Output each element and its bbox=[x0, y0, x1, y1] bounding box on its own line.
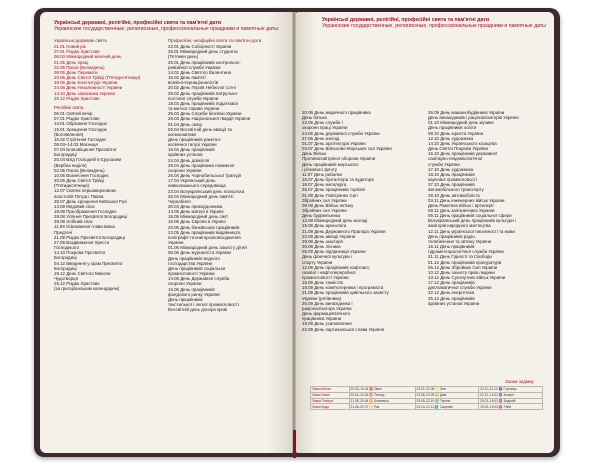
holiday-entry: 21.09 День працівників цивільного захисту bbox=[302, 290, 389, 296]
holiday-entry: працівника України bbox=[302, 316, 342, 322]
holiday-entry: 02.05 Пасха (Великдень) bbox=[54, 64, 105, 70]
holiday-entry: 24.08 День Незалежності України bbox=[54, 85, 123, 91]
holiday-entry: 17.04 Український день bbox=[168, 178, 216, 184]
holiday-entry: 20.05 День банківських працівників bbox=[168, 224, 240, 230]
holiday-entry: 16.11 День працівників bbox=[428, 244, 475, 250]
holiday-entry: архівних установ України bbox=[428, 300, 480, 306]
holiday-entry: 01.12 День працівників прокуратури bbox=[428, 259, 502, 265]
holiday-entry: 14.10 День Українського козацтва bbox=[428, 140, 497, 146]
holiday-entry: Збройних сил України bbox=[302, 197, 347, 203]
right-header-subtitle: Украинские государственные, религиозные, профессиональные праздники и памятные даты bbox=[322, 23, 546, 30]
holiday-entry: 10.12 День захисту прав людини bbox=[428, 269, 495, 275]
holiday-entry: 15.06 День працівників bbox=[168, 286, 215, 292]
religious-holidays-title: Релігійні свята bbox=[54, 104, 84, 110]
holiday-entry: (Вербна неділя) bbox=[54, 162, 87, 168]
holiday-entry: текстильної і легкої промисловості bbox=[168, 301, 239, 307]
holiday-entry: 25.12 Різдво Христове bbox=[54, 95, 100, 101]
holiday-entry: 24.06 День державної служби України bbox=[302, 130, 380, 136]
bookmark-ribbon bbox=[293, 430, 296, 458]
right-column-1 bbox=[302, 110, 428, 332]
zodiac-cell: Знаки Вогню bbox=[311, 387, 350, 393]
holiday-entry: космічної галузі України bbox=[168, 142, 217, 148]
holiday-entry: 23.05 День працівників видавництв, bbox=[168, 229, 242, 235]
holiday-entry: День батька bbox=[302, 115, 327, 121]
holiday-entry: 22.12 День енергетика bbox=[428, 290, 475, 296]
holiday-entry: воїнів-інтернаціоналістів bbox=[168, 80, 219, 86]
zodiac-cell: 22.12–19.01 ♑ Козеріг bbox=[479, 392, 543, 398]
holiday-entry: 03.11 День інженерних військ України bbox=[428, 197, 505, 203]
holiday-entry: навколишнього середовища bbox=[168, 183, 226, 189]
holiday-entry: 16.04 День працівників bbox=[168, 147, 215, 153]
holiday-entry: промисловості України bbox=[302, 275, 349, 280]
zodiac-cell: 20.04–20.05 ♉ Телець bbox=[349, 392, 415, 398]
religious-holidays-list bbox=[54, 111, 162, 291]
holiday-entry: День Ракетних військ і артилерії bbox=[428, 202, 494, 208]
holiday-entry: 07.04 Благовіщення Пресвятої bbox=[54, 147, 117, 153]
holiday-entry: 19.08 Преображення Господнє bbox=[54, 209, 117, 214]
holiday-entry: Богородиці bbox=[54, 255, 77, 261]
holiday-entry: 27.06 День молоді bbox=[302, 135, 340, 141]
holiday-entry: 08.11 День залізничника України bbox=[428, 207, 495, 213]
holiday-entry: День Святої Покрови України bbox=[428, 146, 488, 152]
holiday-entry: 08.10 День юриста України bbox=[428, 130, 484, 136]
left-column-state-religious bbox=[54, 36, 162, 292]
holiday-entry: 26.04 Міжнародний день пам'яті bbox=[168, 193, 234, 199]
holiday-entry: 22.08 День авіації України bbox=[302, 233, 356, 239]
holiday-entry: 06.06 День журналіста України bbox=[168, 250, 231, 256]
zodiac-cell: 22.11–21.12 ♐ Стрілець bbox=[479, 387, 543, 393]
holiday-entry: 19.09 День усиновлення bbox=[302, 321, 352, 327]
holiday-entry: охорони праці України bbox=[302, 125, 348, 131]
holiday-entry: 19.01 Хрещення Господнє bbox=[54, 126, 108, 132]
holiday-entry: 06.12 День Збройних Сил України bbox=[428, 264, 498, 270]
holiday-entry: 25.12 День працівників bbox=[428, 295, 475, 301]
holiday-entry: охорони України bbox=[168, 167, 202, 173]
holiday-entry: 23.04 Всеукраїнський день психолога bbox=[168, 188, 245, 194]
holiday-entry: 06.01 Святий вечір bbox=[54, 111, 93, 117]
holiday-entry: охорони України bbox=[168, 281, 202, 287]
left-header-title: Українські державні, релігійні, професійні свята та пам'ятні дати bbox=[54, 20, 222, 26]
holiday-entry: Господнього bbox=[54, 245, 80, 251]
holiday-entry: День будівельника bbox=[302, 213, 341, 219]
left-column-professional bbox=[168, 36, 286, 312]
holiday-entry: Всеукраїнський день працівників культури і bbox=[428, 218, 516, 224]
holiday-entry: 07.01 Різдво Христове bbox=[54, 116, 100, 122]
holiday-entry: 01.08 День Повітряних Сил bbox=[302, 192, 358, 198]
holiday-entry: 20.06 День медичного працівника bbox=[302, 110, 371, 115]
holiday-entry: 09.11 День працівників соціальної сфери bbox=[428, 213, 512, 219]
holiday-entry: Противоповітряної оборони України bbox=[302, 156, 376, 162]
holiday-entry: (Богоявлення) bbox=[54, 131, 84, 137]
holiday-entry: 01.06 Міжнародний день захисту дітей bbox=[168, 245, 247, 251]
holiday-entry: 14.08 Медовий спас bbox=[54, 203, 95, 209]
zodiac-title: Знаки зодіаку bbox=[505, 379, 534, 384]
state-holidays-list bbox=[54, 44, 162, 101]
holiday-entry: 01.04 День сміху bbox=[168, 121, 203, 127]
holiday-entry: служби України bbox=[428, 161, 460, 167]
holiday-entry: 19.09 День комп'ютерника і програміста bbox=[302, 285, 384, 291]
holiday-entry: 16.10 День працівників державної bbox=[428, 151, 498, 157]
holiday-entry: 29.08 Хлібний спас bbox=[54, 219, 93, 225]
professional-holidays-list bbox=[168, 44, 286, 312]
holiday-entry: Богородиці bbox=[54, 152, 77, 158]
holiday-entry: санітарно-епідеміологічної bbox=[428, 156, 483, 162]
holiday-entry: 25.12 Різдво Христове bbox=[54, 281, 100, 287]
holiday-entry: автомобільного транспорту bbox=[428, 187, 484, 193]
holiday-entry: День працівників морського bbox=[302, 161, 359, 167]
holiday-entry: 14.06 День Державної служби bbox=[168, 276, 230, 282]
holiday-entry: 21.09 Різдво Пресвятої Богородиці bbox=[54, 234, 125, 240]
holiday-entry: України bbox=[168, 240, 184, 246]
zodiac-cell: 20.03–19.04 ♈ Овен bbox=[349, 387, 415, 393]
holiday-entry: 12.10 День художника bbox=[428, 135, 474, 141]
holiday-entry: 25.07 День працівників торгівлі bbox=[302, 187, 366, 193]
holiday-entry: Збройних сил України bbox=[302, 207, 347, 213]
holiday-entry: 13.12 День Сухопутних військ України bbox=[428, 275, 506, 280]
left-header-subtitle: Украинские государственные, религиозные, профессиональные праздники и памятные даты bbox=[54, 26, 278, 33]
holiday-entry: 02.04 Всесвітній день авіації та bbox=[168, 126, 232, 132]
right-column-2-list bbox=[428, 110, 552, 306]
holiday-entry: 14.10 Покрова Пресвятої bbox=[54, 250, 106, 256]
holiday-entry: 09.05 День Перемоги bbox=[54, 69, 98, 75]
holiday-entry: 26.03 День Національної гвардії України bbox=[168, 116, 251, 122]
left-page-header bbox=[54, 20, 289, 33]
holiday-entry: 20.06 День Святої Трійці (П'ятидесятниця) bbox=[54, 75, 141, 81]
zodiac-table bbox=[310, 386, 543, 410]
professional-holidays-title: Професійні, неофіційні свята та пам'ятні дати bbox=[168, 38, 262, 43]
holiday-entry: 18.03 День працівників податкової bbox=[168, 100, 238, 106]
holiday-entry: 12.09 День працівників нафтової, bbox=[302, 264, 370, 270]
holiday-entry: 25.04 Вхід Господній в Єрусалим bbox=[54, 157, 122, 163]
zodiac-cell: 23.09–22.10 ♎ Терези bbox=[415, 398, 479, 404]
holiday-entry: День винахідників і раціоналізаторів України bbox=[428, 115, 519, 121]
holiday-entry: 01.10 Міжнародний день музики bbox=[428, 120, 494, 126]
holiday-entry: 04.07 День Військово-Морських сил України bbox=[302, 146, 392, 152]
holiday-entry: 01.01 Новий рік bbox=[54, 44, 86, 50]
holiday-entry: 15.05 Міжнародний день сім'ї bbox=[168, 214, 228, 220]
right-page-header bbox=[322, 17, 548, 30]
holiday-entry: постової служби України bbox=[168, 95, 219, 101]
holiday-entry: 14.10 День захисника України bbox=[54, 90, 115, 96]
holiday-entry: 17.12 День працівників bbox=[428, 280, 475, 286]
holiday-entry: спорту України bbox=[302, 259, 333, 265]
holiday-entry: 15.08 День археолога bbox=[302, 223, 347, 229]
holiday-entry: Всесвітній день донора крові bbox=[168, 307, 228, 313]
holiday-entry: України (рятівника) bbox=[302, 295, 342, 301]
holiday-entry: 29.10 День автомобіліста bbox=[428, 192, 480, 198]
holiday-entry: День працівників ракетно- bbox=[168, 136, 222, 142]
holiday-entry: промисловості України bbox=[168, 271, 215, 277]
holiday-entry: День працівників соціальної bbox=[168, 265, 226, 271]
holiday-entry: 19.12 День Святого Миколи bbox=[54, 270, 111, 276]
holiday-entry: телебачення та зв'язку України bbox=[428, 238, 492, 244]
holiday-entry: господарства України bbox=[168, 260, 212, 266]
holiday-entry: 01.07 День архітектури України bbox=[302, 140, 366, 146]
holiday-entry: 26.09 День винахідника і bbox=[302, 300, 353, 306]
holiday-entry: 20.06 День Святої Трійці bbox=[54, 178, 105, 184]
holiday-entry: фондового ринку України bbox=[168, 291, 220, 297]
holiday-entry: Чудотворця bbox=[54, 276, 78, 282]
holiday-entry: апостолів Петра і Павла bbox=[54, 193, 104, 199]
holiday-entry: 22.01 День Соборності України bbox=[168, 44, 232, 50]
zodiac-row bbox=[311, 404, 543, 410]
holiday-entry: 11.09 Усікновення глави Івана bbox=[54, 224, 115, 230]
holiday-entry: День працівників bbox=[168, 296, 203, 302]
holiday-entry: аматорів народного мистецтва bbox=[428, 223, 491, 229]
holiday-entry: раціоналізатора України bbox=[302, 305, 352, 311]
holiday-entry: (за григоріанським календарем) bbox=[54, 286, 120, 292]
holiday-entry: 28.06 День Конституції України bbox=[54, 80, 118, 86]
holiday-entry: 02.05 Пасха (Великдень) bbox=[54, 167, 105, 173]
left-page bbox=[40, 12, 293, 453]
holiday-entry: 26.04 День Чорнобильської трагедії bbox=[168, 173, 241, 179]
holiday-entry: харчової промисловості bbox=[428, 177, 477, 183]
holiday-entry: 21.11 День Гідності та Свободи bbox=[428, 254, 492, 260]
right-header-title: Українські державні, релігійні, професійні свята та пам'ятні дати bbox=[322, 17, 490, 23]
holiday-entry: 29.08 День шахтаря bbox=[302, 238, 343, 244]
holiday-entry: 25.03 День Служби безпеки України bbox=[168, 111, 242, 117]
holiday-entry: 08.08 День Військ зв'язку bbox=[302, 202, 354, 208]
holiday-entry: 24.04 День довкілля bbox=[168, 157, 210, 163]
holiday-entry: ревізійної служби України bbox=[168, 64, 221, 70]
holiday-entry: 21.08 День Державного Прапора України bbox=[302, 228, 386, 234]
state-holidays-title: Українські державні свята bbox=[54, 38, 107, 43]
holiday-entry: 15.09 День танкістів bbox=[302, 280, 343, 286]
holiday-entry: космонавтики bbox=[168, 131, 197, 137]
holiday-entry: 11.07 День рибалки bbox=[302, 171, 342, 177]
holiday-entry: День фармацевтичного bbox=[302, 311, 351, 317]
holiday-entry: дипломатичної служби України bbox=[428, 285, 492, 291]
holiday-entry: газової і нафтопереробної bbox=[302, 269, 356, 275]
zodiac-cell: 23.08–22.09 ♍ Діва bbox=[415, 392, 479, 398]
holiday-entry: 14.02 День Святого Валентина bbox=[168, 69, 232, 75]
holiday-entry: 08.03 Міжнародний жіночий день bbox=[54, 54, 122, 60]
zodiac-cell: 21.05–20.06 ♊ Близнюки bbox=[349, 398, 415, 404]
zodiac-cell: 20.01–18.02 ♒ Водолій bbox=[479, 398, 543, 404]
zodiac-cell: 23.07–22.08 ♌ Лев bbox=[415, 387, 479, 393]
right-column-2 bbox=[428, 110, 552, 306]
zodiac-cell: Знаки Землі bbox=[311, 392, 350, 398]
holiday-entry: 27.10 День працівників bbox=[428, 182, 475, 188]
holiday-entry: 28.02 День працівників патрульно- bbox=[168, 90, 239, 96]
holiday-entry: 26.09 День машинобудівника України bbox=[428, 110, 505, 115]
holiday-entry: гідрометеорологічної служби України bbox=[428, 249, 504, 255]
holiday-entry: (Тетянин день) bbox=[168, 54, 199, 60]
holiday-entry: День Військ bbox=[302, 151, 327, 157]
holiday-entry: 30.08 День лісника bbox=[302, 244, 341, 250]
holiday-entry: і річкового флоту bbox=[302, 166, 337, 172]
holiday-entry: День працівників освіти bbox=[428, 125, 477, 131]
holiday-entry: 25.04 День працівника пожежної bbox=[168, 162, 235, 168]
holiday-entry: (П'ятидесятниця) bbox=[54, 183, 90, 189]
holiday-entry: 20.02 День Героїв Небесної сотні bbox=[168, 85, 236, 91]
holiday-entry: 18.07 День металурга bbox=[302, 182, 347, 188]
holiday-entry: 28.07 День хрещення Київської Русі bbox=[54, 198, 128, 204]
zodiac-cell: Знаки Повітря bbox=[311, 398, 350, 404]
holiday-entry: 05.09 День підприємця України bbox=[302, 249, 366, 255]
holiday-entry: 25.01 Міжнародний день студента bbox=[168, 49, 238, 55]
holiday-entry: та митної справи України bbox=[168, 106, 220, 112]
holiday-entry: Предтечі bbox=[54, 229, 73, 235]
holiday-entry: 30.04 День прикордонника bbox=[168, 204, 223, 209]
holiday-entry: 12.07 Святих першоверховних bbox=[54, 188, 117, 194]
zodiac-cell: Знаки Води bbox=[311, 404, 350, 410]
holiday-entry: День фізичної культури і bbox=[302, 254, 352, 260]
holiday-entry: 14.05 День матері в Україні bbox=[168, 209, 224, 215]
holiday-entry: 04.12 Введення у храм Пресвятої bbox=[54, 260, 123, 266]
holiday-entry: 16.07 День бухгалтера та аудитора bbox=[302, 177, 374, 183]
holiday-entry: 08.03–14.03 Масниця bbox=[54, 141, 98, 147]
holiday-entry: 23.06 День служби і bbox=[302, 120, 343, 126]
holiday-entry: Богородиці bbox=[54, 265, 77, 271]
holiday-entry: 15.02 День пам'яті bbox=[168, 75, 206, 81]
holiday-entry: 12.08 Міжнародний день молоді bbox=[302, 218, 368, 224]
holiday-entry: Чорнобиля bbox=[168, 198, 191, 204]
right-column-1-list bbox=[302, 110, 428, 332]
holiday-entry: День працівників радіо, bbox=[428, 233, 476, 239]
holiday-entry: 18.10 День працівників bbox=[428, 171, 475, 177]
holiday-entry: 16.05 День Європи в Україні bbox=[168, 219, 226, 225]
holiday-entry: 01.05 День праці bbox=[54, 59, 89, 65]
holiday-entry: 10.06 Вознесіння Господнє bbox=[54, 172, 109, 178]
zodiac-cell: 23.10–21.11 ♏ Скорпіон bbox=[415, 404, 479, 410]
holiday-entry: 07.01 Різдво Христове bbox=[54, 49, 100, 55]
zodiac-cell: 21.06–22.07 ♋ Рак bbox=[349, 404, 415, 410]
holiday-entry: 28.08 Успіння Пресвятої Богородиці bbox=[54, 214, 127, 220]
holiday-entry: архівних установ bbox=[168, 152, 203, 158]
holiday-entry: 17.10 День художника bbox=[428, 166, 474, 172]
holiday-entry: День працівників водного bbox=[168, 255, 220, 261]
holiday-entry: 14.01 Обрізання Господнє bbox=[54, 121, 108, 127]
holiday-entry: 15.02 Стрітення Господнє bbox=[54, 136, 107, 142]
holiday-entry: 22.09 День партизанської слави України bbox=[302, 326, 385, 332]
holiday-entry: 27.09 Воздвиження Хреста bbox=[54, 239, 110, 245]
holiday-entry: 26.01 День працівників контрольно- bbox=[168, 59, 241, 65]
zodiac-cell: 19.02–19.03 ♓ Риби bbox=[479, 404, 543, 410]
holiday-entry: 12.11 День української писемності та мови bbox=[428, 228, 515, 234]
holiday-entry: поліграфії та книгорозповсюдження bbox=[168, 234, 241, 240]
